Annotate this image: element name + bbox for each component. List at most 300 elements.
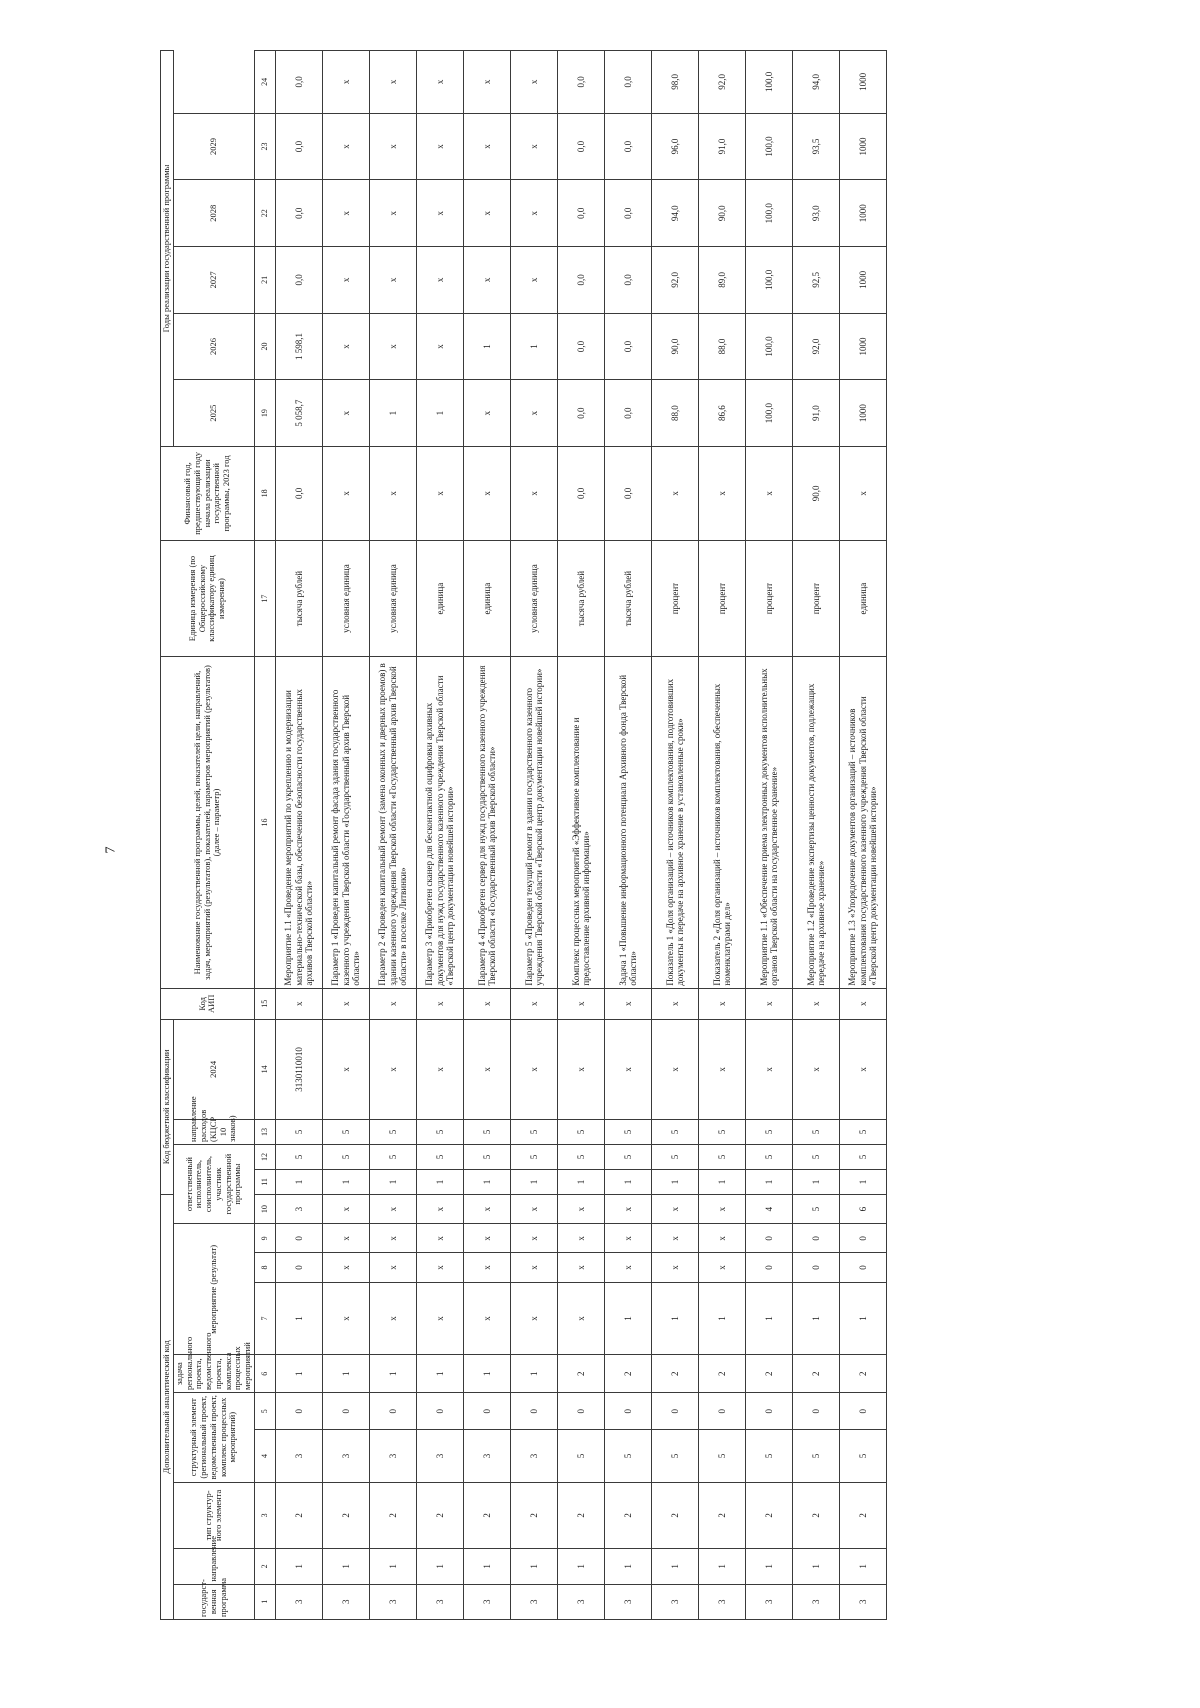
table-row [604,51,651,1620]
year-value-cell: 5 058,7 [275,380,322,447]
code-cell: 1 [651,1169,698,1194]
year-value-cell: x [369,313,416,380]
year-value-cell: 0,0 [557,313,604,380]
code-cell: x [416,1282,463,1355]
year-value-cell: x [322,380,369,447]
column-number: 11 [254,1169,275,1194]
year-value-cell: 0,0 [275,247,322,314]
code-cell: x [369,1253,416,1282]
code-cell: 3 [698,1584,745,1619]
code-cell: 2 [416,1482,463,1549]
year-value-cell: x [510,113,557,180]
year-value-cell: 100,0 [745,180,792,247]
code-cell: x [604,1253,651,1282]
code-cell: 3 [322,1430,369,1482]
unit-cell: процент [651,540,698,657]
code-cell: 1 [275,1355,322,1393]
aip-code-cell: x [275,988,322,1019]
code-cell: 0 [275,1253,322,1282]
name-cell: Параметр 2 «Проведен капитальный ремонт (замена оконных и дверных проемов) в здании казенного учреждения Тверской области «Государственный архив Тверской области» в поселке Литвинки» [369,657,416,988]
code-cell: 5 [369,1144,416,1169]
code-cell: x [369,1224,416,1253]
year-value-cell: x [510,380,557,447]
year-value-cell: 1000 [839,313,886,380]
table-body [275,51,886,1620]
column-number: 17 [254,540,275,657]
code-cell: 5 [275,1119,322,1144]
year-value-cell: 91,0 [792,380,839,447]
column-number: 10 [254,1194,275,1223]
code-cell: 3 [745,1584,792,1619]
code-cell: 2 [651,1482,698,1549]
code-cell: x [510,1253,557,1282]
code-cell: 2 [839,1355,886,1393]
code-cell: 0 [792,1392,839,1430]
unit-cell: процент [792,540,839,657]
year-value-cell: 1 [510,313,557,380]
code-cell: x [651,1253,698,1282]
year-value-cell: 92,0 [792,313,839,380]
code-cell: 1 [275,1169,322,1194]
year-value-cell: x [510,247,557,314]
year-value-cell: x [510,180,557,247]
table-row [463,51,510,1620]
expense-code-cell: x [510,1019,557,1119]
fin-year-cell: x [698,447,745,541]
code-cell: 5 [745,1144,792,1169]
code-cell: 5 [463,1119,510,1144]
code-cell: x [510,1224,557,1253]
code-cell: 5 [698,1144,745,1169]
code-cell: 1 [510,1169,557,1194]
code-cell: 5 [322,1119,369,1144]
code-cell: x [604,1224,651,1253]
fin-year-cell: 0,0 [275,447,322,541]
code-cell: 2 [510,1482,557,1549]
code-cell: 0 [839,1392,886,1430]
year-value-cell: 1000 [839,380,886,447]
year-value-cell: 92,0 [698,51,745,114]
code-cell: 1 [369,1355,416,1393]
expense-code-cell: 3130110010 [275,1019,322,1119]
code-cell: 5 [792,1119,839,1144]
header-year-2025: 2025 [173,380,254,447]
year-value-cell: x [416,247,463,314]
year-value-cell: x [416,113,463,180]
year-value-cell: 92,5 [792,247,839,314]
header-unit: Единица измерения (по Общероссийскому классификатору единиц измерения) [161,540,255,657]
year-value-cell: 1000 [839,180,886,247]
code-cell: 3 [322,1584,369,1619]
table-row [792,51,839,1620]
code-cell: 2 [745,1355,792,1393]
code-cell: 2 [698,1482,745,1549]
code-cell: 6 [839,1194,886,1223]
year-value-cell: 1000 [839,247,886,314]
table-row [369,51,416,1620]
code-cell: x [557,1282,604,1355]
fin-year-cell: x [416,447,463,541]
code-cell: 0 [839,1253,886,1282]
header-type: тип структур-ного элемента [173,1482,254,1549]
code-cell: 1 [745,1169,792,1194]
year-value-cell: 100,0 [745,313,792,380]
year-value-cell: 90,0 [651,313,698,380]
year-value-cell: 0,0 [557,113,604,180]
code-cell: 5 [698,1119,745,1144]
column-number: 18 [254,447,275,541]
name-cell: Параметр 5 «Проведен текущий ремонт в здании государственного казенного учреждения Тверской области «Тверской центр документации новейшей истории» [510,657,557,988]
unit-cell: тысяча рублей [557,540,604,657]
year-value-cell: 0,0 [604,313,651,380]
header-year-2024: 2024 [173,1019,254,1119]
year-value-cell: x [463,113,510,180]
code-cell: x [369,1194,416,1223]
code-cell: 3 [792,1584,839,1619]
code-cell: x [416,1194,463,1223]
code-cell: 0 [792,1253,839,1282]
code-cell: 1 [416,1355,463,1393]
code-cell: 3 [651,1584,698,1619]
year-value-cell: x [416,313,463,380]
code-cell: 1 [416,1549,463,1584]
header-program: государст-венная программа [173,1584,254,1619]
unit-cell: процент [698,540,745,657]
table-row [745,51,792,1620]
code-cell: 5 [322,1144,369,1169]
year-value-cell: x [463,51,510,114]
code-cell: 2 [604,1482,651,1549]
code-cell: 5 [463,1144,510,1169]
expense-code-cell: x [651,1019,698,1119]
code-cell: 1 [463,1549,510,1584]
code-cell: 1 [651,1282,698,1355]
year-value-cell: x [322,247,369,314]
table-row [651,51,698,1620]
code-cell: 5 [792,1194,839,1223]
aip-code-cell: x [322,988,369,1019]
name-cell: Мероприятие 1.1 «Проведение мероприятий по укреплению и модернизации материально-технической базы, обеспечению безопасности государственных архивов Тверской области» [275,657,322,988]
code-cell: 1 [463,1355,510,1393]
code-cell: 1 [604,1169,651,1194]
year-value-cell: 0,0 [604,180,651,247]
aip-code-cell: x [698,988,745,1019]
year-value-cell: 94,0 [651,180,698,247]
name-cell: Мероприятие 1.3 «Упорядочение документов организаций – источников комплектования государственного казенного учреждения Тверской области «Тверской центр документации новейшей истории» [839,657,886,988]
year-value-cell: 100,0 [745,380,792,447]
code-cell: 5 [745,1119,792,1144]
code-cell: 0 [745,1392,792,1430]
year-value-cell: 0,0 [604,380,651,447]
year-value-cell: x [463,380,510,447]
year-value-cell: 1000 [839,51,886,114]
year-value-cell: 0,0 [557,180,604,247]
code-cell: 0 [745,1253,792,1282]
code-cell: x [510,1194,557,1223]
code-cell: 3 [463,1584,510,1619]
code-cell: 1 [369,1169,416,1194]
code-cell: 0 [604,1392,651,1430]
fin-year-cell: 0,0 [604,447,651,541]
code-cell: 1 [322,1355,369,1393]
table-row [557,51,604,1620]
expense-code-cell: x [463,1019,510,1119]
code-cell: 0 [651,1392,698,1430]
code-cell: 5 [604,1430,651,1482]
code-cell: x [463,1224,510,1253]
year-value-cell: x [322,180,369,247]
fin-year-cell: x [510,447,557,541]
column-number: 12 [254,1144,275,1169]
fin-year-cell: x [322,447,369,541]
column-number: 24 [254,51,275,114]
code-cell: 3 [510,1584,557,1619]
code-cell: x [510,1282,557,1355]
code-cell: x [557,1194,604,1223]
aip-code-cell: x [792,988,839,1019]
column-number: 15 [254,988,275,1019]
column-number: 20 [254,313,275,380]
year-value-cell: x [322,313,369,380]
code-cell: 1 [604,1549,651,1584]
code-cell: 5 [698,1430,745,1482]
code-cell: 5 [510,1119,557,1144]
code-cell: 2 [463,1482,510,1549]
code-cell: 5 [651,1144,698,1169]
code-cell: 5 [416,1144,463,1169]
code-cell: x [651,1194,698,1223]
code-cell: 3 [510,1430,557,1482]
code-cell: x [416,1253,463,1282]
header-year-2026: 2026 [173,313,254,380]
unit-cell: условная единица [369,540,416,657]
year-value-cell: x [322,51,369,114]
code-cell: 2 [792,1482,839,1549]
year-value-cell: x [416,180,463,247]
year-value-cell: 91,0 [698,113,745,180]
column-number: 2 [254,1549,275,1584]
code-cell: 1 [698,1282,745,1355]
code-cell: 5 [510,1144,557,1169]
code-cell: x [698,1194,745,1223]
code-cell: 0 [369,1392,416,1430]
code-cell: 1 [839,1282,886,1355]
code-cell: 2 [698,1355,745,1393]
code-cell: 5 [839,1430,886,1482]
page-number: 7 [103,846,119,854]
unit-cell: единица [416,540,463,657]
column-number: 5 [254,1392,275,1430]
header-aip: Код АИП [161,988,255,1019]
code-cell: 5 [792,1430,839,1482]
code-cell: 5 [651,1430,698,1482]
code-cell: 1 [463,1169,510,1194]
code-cell: 1 [698,1169,745,1194]
year-value-cell: x [463,180,510,247]
code-cell: 5 [651,1119,698,1144]
code-cell: x [463,1194,510,1223]
unit-cell: единица [839,540,886,657]
code-cell: 2 [275,1482,322,1549]
code-cell: 0 [322,1392,369,1430]
code-cell: 3 [604,1584,651,1619]
aip-code-cell: x [651,988,698,1019]
header-year-2027: 2027 [173,247,254,314]
year-value-cell: 98,0 [651,51,698,114]
code-cell: 5 [745,1430,792,1482]
code-cell: 5 [557,1144,604,1169]
year-value-cell: 100,0 [745,113,792,180]
year-value-cell: 1 [463,313,510,380]
code-cell: x [557,1224,604,1253]
code-cell: 1 [792,1169,839,1194]
expense-code-cell: x [604,1019,651,1119]
name-cell: Параметр 3 «Приобретен сканер для бесконтактной оцифровки архивных документов для нужд государственного казенного учреждения Тверской области «Тверской центр документации новейшей истории» [416,657,463,988]
header-expense: направление расходов (КЦСР 10 знаков) [173,1119,254,1144]
code-cell: 5 [839,1119,886,1144]
code-cell: 1 [839,1549,886,1584]
aip-code-cell: x [604,988,651,1019]
year-value-cell: 0,0 [275,51,322,114]
name-cell: Комплекс процессных мероприятий «Эффективное комплектование и предоставление архивной информации» [557,657,604,988]
year-value-cell: 0,0 [275,180,322,247]
year-value-cell: 0,0 [604,113,651,180]
name-cell: Мероприятие 1.1 «Обеспечение приема электронных документов исполнительных органов Тверской области на государственное хранение» [745,657,792,988]
code-cell: 0 [275,1392,322,1430]
header-year-2029: 2029 [173,113,254,180]
program-table [160,50,887,1620]
code-cell: 1 [792,1549,839,1584]
header-task: задача регионального проекта, ведомственного проекта, комплекса процессных мероприятий [173,1355,254,1393]
code-cell: 1 [275,1282,322,1355]
aip-code-cell: x [416,988,463,1019]
year-value-cell: 88,0 [698,313,745,380]
column-number: 7 [254,1282,275,1355]
code-cell: 0 [557,1392,604,1430]
expense-code-cell: x [698,1019,745,1119]
aip-code-cell: x [839,988,886,1019]
code-cell: 1 [322,1169,369,1194]
header-structural: структурный элемент (региональный проект, ведомственный проект, комплекс процессных мероприятий) [173,1392,254,1482]
year-value-cell: 0,0 [557,247,604,314]
code-cell: 2 [322,1482,369,1549]
unit-cell: тысяча рублей [604,540,651,657]
code-cell: x [463,1282,510,1355]
name-cell: Показатель 2 «Доля организаций – источников комплектования, обеспеченных номенклатурами дел» [698,657,745,988]
year-value-cell: x [369,180,416,247]
unit-cell: условная единица [322,540,369,657]
code-cell: x [557,1253,604,1282]
table-row [510,51,557,1620]
code-cell: x [463,1253,510,1282]
year-value-cell: 100,0 [745,51,792,114]
unit-cell: процент [745,540,792,657]
code-cell: 1 [510,1549,557,1584]
year-value-cell: x [322,113,369,180]
code-cell: 1 [651,1549,698,1584]
year-value-cell: 0,0 [604,51,651,114]
code-cell: 0 [839,1224,886,1253]
column-number: 22 [254,180,275,247]
header-direction: направление [173,1549,254,1584]
header-years-group: Годы реализации государственной программы [161,51,174,447]
code-cell: 3 [839,1584,886,1619]
header-executor: ответственный исполнитель, соисполнитель, участник государственной программы [173,1144,254,1223]
code-cell: 3 [275,1584,322,1619]
fin-year-cell: x [369,447,416,541]
year-value-cell: 1 [416,380,463,447]
column-number: 14 [254,1019,275,1119]
code-cell: 1 [510,1355,557,1393]
code-cell: 1 [745,1282,792,1355]
code-cell: 3 [275,1194,322,1223]
table-row [322,51,369,1620]
code-cell: x [322,1224,369,1253]
name-cell: Мероприятие 1.2 «Проведение экспертизы ценности документов, подлежащих передаче на архивное хранение» [792,657,839,988]
code-cell: 2 [604,1355,651,1393]
year-value-cell: x [510,51,557,114]
column-number: 6 [254,1355,275,1393]
expense-code-cell: x [369,1019,416,1119]
year-value-cell: 1 [369,380,416,447]
code-cell: 5 [604,1144,651,1169]
year-value-cell: 0,0 [604,247,651,314]
name-cell: Параметр 1 «Проведен капитальный ремонт фасада здания государственного казенного учреждения Тверской области «Государственный архив Тверской области» [322,657,369,988]
table-row [275,51,322,1620]
year-value-cell: 93,5 [792,113,839,180]
fin-year-cell: x [839,447,886,541]
year-value-cell: 96,0 [651,113,698,180]
column-number: 21 [254,247,275,314]
code-cell: 5 [275,1144,322,1169]
year-value-cell: 1 598,1 [275,313,322,380]
column-number: 23 [254,113,275,180]
year-value-cell: 94,0 [792,51,839,114]
code-cell: 2 [651,1355,698,1393]
code-cell: 0 [792,1224,839,1253]
code-cell: 2 [557,1355,604,1393]
year-value-cell: x [416,51,463,114]
code-cell: x [322,1194,369,1223]
code-cell: x [604,1194,651,1223]
aip-code-cell: x [745,988,792,1019]
code-cell: 2 [839,1482,886,1549]
unit-cell: условная единица [510,540,557,657]
unit-cell: тысяча рублей [275,540,322,657]
year-value-cell: 0,0 [557,51,604,114]
code-cell: 5 [416,1119,463,1144]
code-cell: 5 [557,1119,604,1144]
code-cell: 0 [463,1392,510,1430]
year-value-cell: 0,0 [275,113,322,180]
rotated-table-container [160,50,1105,1620]
column-number: 1 [254,1584,275,1619]
header-budget-group: Код бюджетной классификации [161,1019,174,1194]
code-cell: 0 [416,1392,463,1430]
code-cell: 5 [369,1119,416,1144]
name-cell: Параметр 4 «Приобретен сервер для нужд государственного казенного учреждения Тверской области «Государственный архив Тверской области» [463,657,510,988]
header-fin-year: Финансовый год, предшествующий году начала реализации государственной программы, 2023 год [161,447,255,541]
column-number: 13 [254,1119,275,1144]
aip-code-cell: x [369,988,416,1019]
fin-year-cell: 90,0 [792,447,839,541]
year-value-cell: 92,0 [651,247,698,314]
code-cell: 1 [557,1549,604,1584]
code-cell: 5 [792,1144,839,1169]
code-cell: x [651,1224,698,1253]
year-value-cell: 88,0 [651,380,698,447]
column-number: 8 [254,1253,275,1282]
